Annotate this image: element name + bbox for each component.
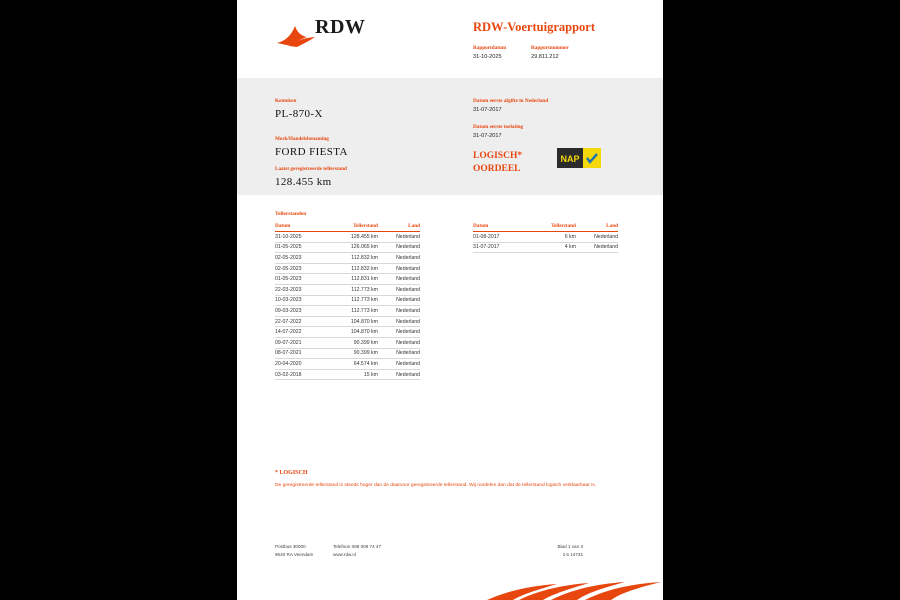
- report-date-block: [473, 45, 531, 60]
- cell-country: Nederland: [384, 295, 420, 306]
- footer-address-line1: Postbus 30000: [275, 544, 306, 549]
- cell-odometer: 112.773 km: [324, 295, 384, 306]
- vehicle-summary-band: [237, 78, 663, 195]
- cell-date: 31-10-2025: [275, 232, 324, 243]
- cell-odometer: 112.832 km: [324, 263, 384, 274]
- footer-website: www.rdw.nl: [333, 552, 356, 557]
- first-registration-nl-label: Datum eerste afgifte in Nederland: [473, 98, 549, 104]
- table-row: [275, 359, 420, 370]
- table-row: [275, 232, 420, 243]
- cell-country: Nederland: [384, 348, 420, 359]
- first-registration-nl-value: 31-07-2017: [473, 107, 502, 113]
- footer-pagination: [513, 543, 583, 559]
- report-date-label: Rapportdatum: [473, 45, 507, 51]
- footer-address: [275, 543, 333, 559]
- cell-country: Nederland: [384, 359, 420, 370]
- cell-date: 22-07-2022: [275, 316, 324, 327]
- footer-phone: Telefoon 088 008 74 47: [333, 544, 382, 549]
- footer-contact: [333, 543, 513, 559]
- first-admission-value: 31-07-2017: [473, 133, 502, 139]
- odometer-table-left: [275, 223, 420, 380]
- cell-odometer: 104.870 km: [324, 316, 384, 327]
- vehicle-dates-block: [473, 98, 633, 139]
- rdw-wordmark: RDW: [315, 16, 366, 38]
- table-row: [275, 306, 420, 317]
- table-row: [275, 242, 420, 253]
- cell-country: Nederland: [384, 284, 420, 295]
- table-row: [473, 242, 618, 253]
- cell-country: Nederland: [582, 232, 618, 243]
- cell-odometer: 112.773 km: [324, 306, 384, 317]
- vehicle-identity-block: [275, 98, 425, 158]
- cell-date: 01-08-2017: [473, 232, 522, 243]
- cell-country: Nederland: [384, 274, 420, 285]
- logisch-footnote: [275, 470, 605, 490]
- table-row: [275, 369, 420, 380]
- cell-date: 03-02-2018: [275, 369, 324, 380]
- cell-odometer: 112.832 km: [324, 253, 384, 264]
- cell-country: Nederland: [384, 263, 420, 274]
- cell-date: 09-07-2021: [275, 337, 324, 348]
- table-row: [275, 263, 420, 274]
- odometer-history-section: [237, 211, 663, 405]
- cell-odometer: 15 km: [324, 369, 384, 380]
- odometer-history-title: Tellerstanden: [275, 211, 307, 217]
- cell-country: Nederland: [384, 306, 420, 317]
- table-row: [275, 316, 420, 327]
- cell-date: 10-03-2023: [275, 295, 324, 306]
- cell-country: Nederland: [384, 327, 420, 338]
- cell-odometer: 112.831 km: [324, 274, 384, 285]
- table-row: [275, 337, 420, 348]
- cell-date: 31-07-2017: [473, 242, 522, 253]
- licence-plate-value: PL-870-X: [275, 108, 323, 120]
- table-header-row: [275, 223, 420, 232]
- cell-date: 02-05-2023: [275, 253, 324, 264]
- col-header-odometer: Tellerstand: [522, 223, 582, 232]
- odometer-table-left-element: [275, 223, 420, 380]
- cell-odometer: 64.574 km: [324, 359, 384, 370]
- cell-country: Nederland: [384, 337, 420, 348]
- col-header-odometer: Tellerstand: [324, 223, 384, 232]
- cell-date: 01-05-2025: [275, 242, 324, 253]
- odometer-table-right: [473, 223, 618, 253]
- col-header-date: Datum: [473, 223, 522, 232]
- table-row: [473, 232, 618, 243]
- make-model-value: FORD FIESTA: [275, 146, 348, 158]
- cell-date: 01-05-2023: [275, 274, 324, 285]
- cell-odometer: 4 km: [522, 242, 582, 253]
- report-number-label: Rapportnummer: [531, 45, 569, 51]
- report-number-value: 29.811.212: [531, 54, 559, 60]
- footer-doc-code: 2.6 14731: [562, 552, 583, 557]
- rdw-flame-icon: [275, 22, 319, 48]
- cell-odometer: 104.870 km: [324, 327, 384, 338]
- col-header-date: Datum: [275, 223, 324, 232]
- logisch-footnote-heading: * LOGISCH: [275, 470, 308, 476]
- last-odometer-block: [275, 166, 475, 188]
- last-odometer-value: 128.455 km: [275, 176, 332, 188]
- document-page: [237, 0, 663, 600]
- last-odometer-label: Laatst geregistreerde tellerstand: [275, 166, 347, 172]
- report-date-value: 31-10-2025: [473, 54, 502, 60]
- cell-country: Nederland: [384, 316, 420, 327]
- cell-date: 02-05-2023: [275, 263, 324, 274]
- cell-odometer: 90.399 km: [324, 337, 384, 348]
- cell-odometer: 6 km: [522, 232, 582, 243]
- report-meta: [473, 45, 653, 63]
- nap-badge: [557, 148, 601, 168]
- verdict-line-2: OORDEEL: [473, 164, 521, 174]
- make-model-label: Merk/Handelsbenaming: [275, 136, 329, 142]
- cell-odometer: 126.065 km: [324, 242, 384, 253]
- cell-odometer: 90.399 km: [324, 348, 384, 359]
- table-row: [275, 284, 420, 295]
- cell-country: Nederland: [384, 242, 420, 253]
- verdict-text: [473, 150, 522, 176]
- cell-date: 14-07-2022: [275, 327, 324, 338]
- table-row: [275, 348, 420, 359]
- footer-flame-graphic: [237, 572, 663, 600]
- first-admission-label: Datum eerste toelating: [473, 124, 524, 130]
- cell-date: 09-03-2023: [275, 306, 324, 317]
- report-number-block: [531, 45, 621, 60]
- cell-country: Nederland: [384, 253, 420, 264]
- table-row: [275, 295, 420, 306]
- cell-odometer: 128.455 km: [324, 232, 384, 243]
- licence-plate-label: Kenteken: [275, 98, 297, 104]
- col-header-country: Land: [384, 223, 420, 232]
- verdict-line-1: LOGISCH*: [473, 151, 523, 161]
- cell-date: 20-04-2020: [275, 359, 324, 370]
- cell-date: 22-03-2023: [275, 284, 324, 295]
- document-header: [237, 0, 663, 78]
- table-row: [275, 253, 420, 264]
- page-title: RDW-Voertuigrapport: [473, 20, 595, 34]
- cell-odometer: 112.773 km: [324, 284, 384, 295]
- svg-text:NAP: NAP: [560, 154, 580, 164]
- footer-address-line2: 9640 RA Veendam: [275, 552, 314, 557]
- footer-page-number: Blad 1 van 3: [557, 544, 583, 549]
- cell-country: Nederland: [384, 232, 420, 243]
- table-row: [275, 327, 420, 338]
- logisch-footnote-body: De geregistreerde tellerstand is steeds hoger dan de daarvoor geregistreerde tellerstand. Wij oordelen dan dat de tellerstand logisch verklaarbaar is.: [275, 483, 597, 488]
- odometer-table-right-element: [473, 223, 618, 253]
- cell-country: Nederland: [384, 369, 420, 380]
- document-footer: [275, 543, 625, 561]
- cell-date: 08-07-2021: [275, 348, 324, 359]
- col-header-country: Land: [582, 223, 618, 232]
- table-row: [275, 274, 420, 285]
- table-header-row: [473, 223, 618, 232]
- cell-country: Nederland: [582, 242, 618, 253]
